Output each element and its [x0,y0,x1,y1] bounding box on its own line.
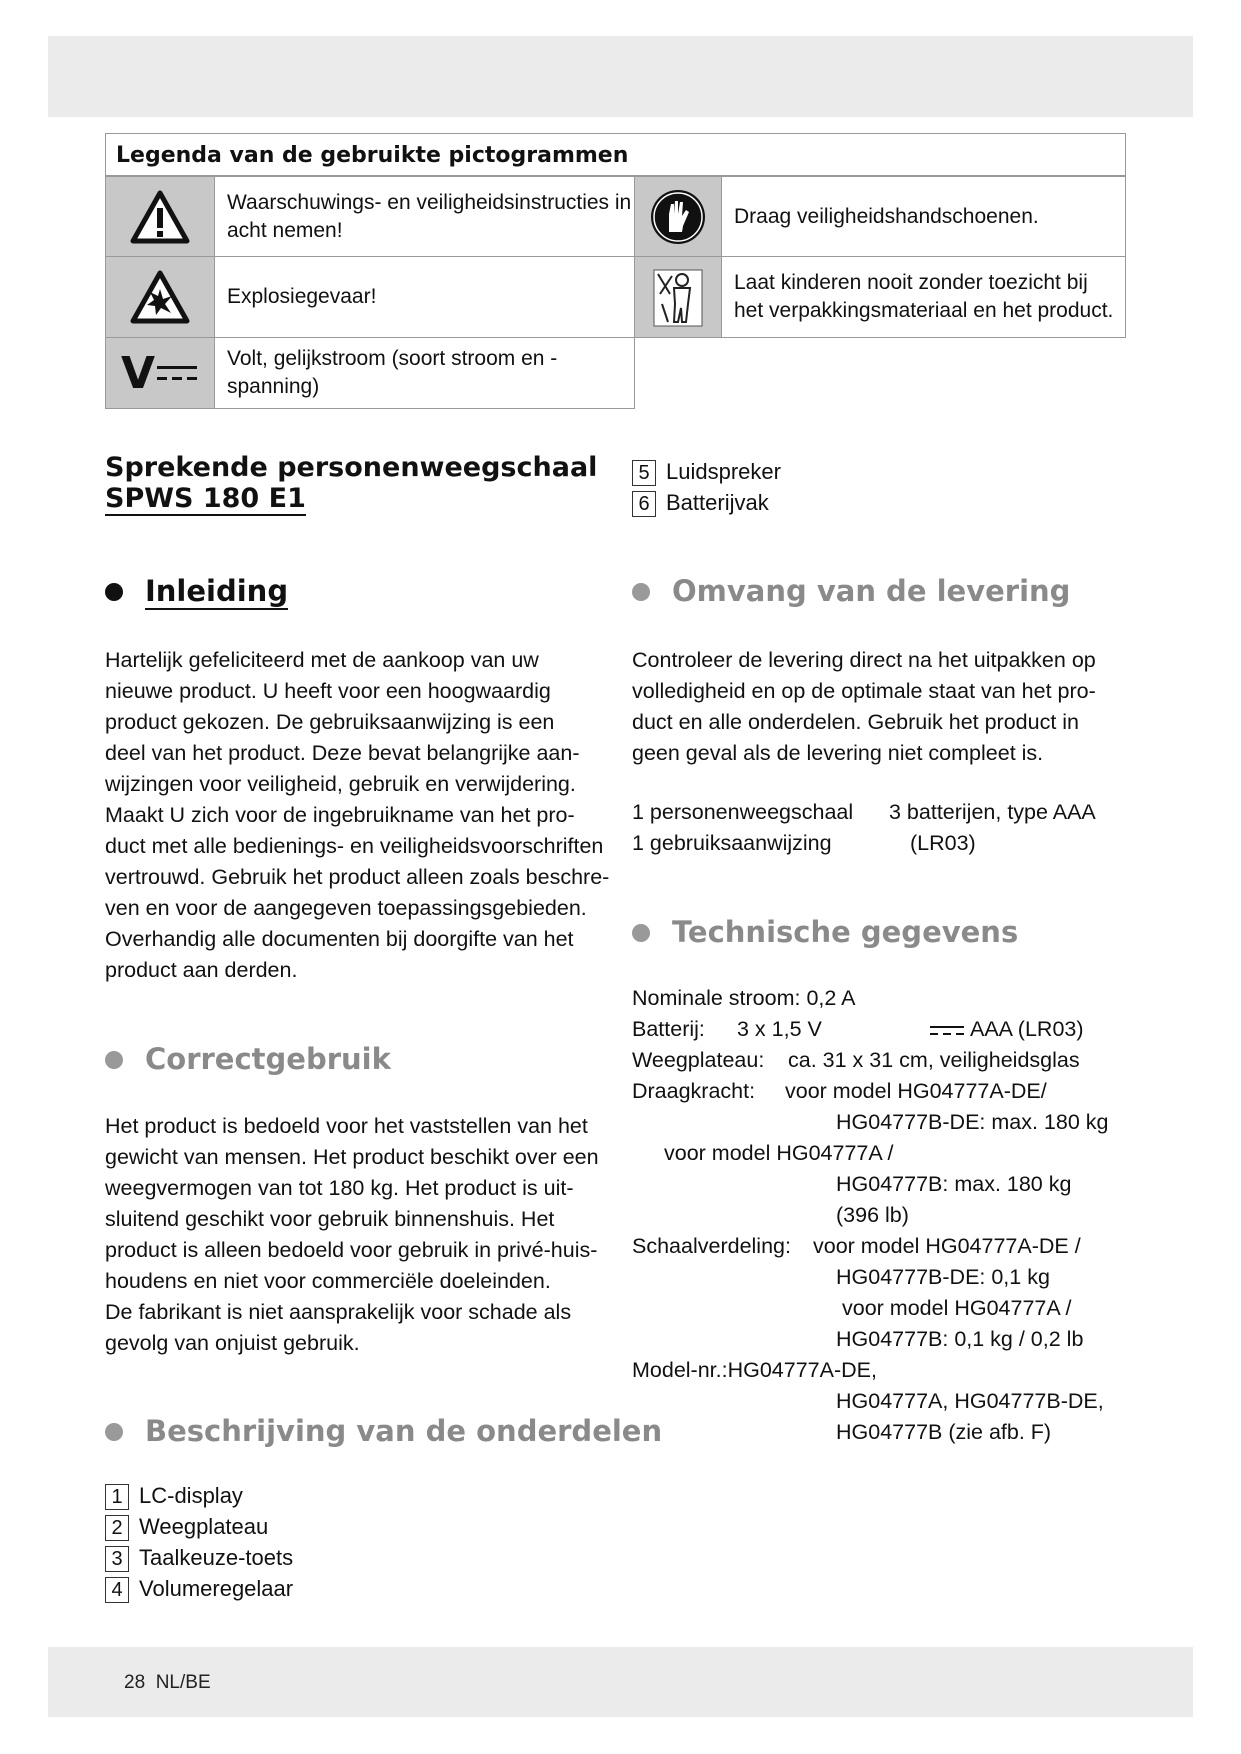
tech-scale-line: voor model HG04777A / [842,1296,1072,1320]
delivery-item: 1 personenweegschaal [632,800,854,824]
warning-triangle-icon [130,189,190,245]
bullet-icon [105,1423,123,1441]
list-item: 3 Taalkeuze-toets [105,1544,293,1572]
list-item: 5 Luidspreker [632,458,781,486]
paragraph-omvang: Controleer de levering direct na het uitpakken op volledigheid en op de optimale staat van het pro- duct en alle onderdelen. Gebruik het product in geen geval als de levering niet compleet is. [632,648,1096,765]
page-locale: NL/BE [155,1672,211,1693]
legend-text: Laat kinderen nooit zonder toezicht bij het verpakkingsmateriaal en het product. [734,271,1114,322]
list-item: 6 Batterijvak [632,489,769,517]
tech-model-line: Model-nr.:HG04777A-DE, [632,1358,877,1382]
tech-model-line: HG04777A, HG04777B-DE, [836,1389,1104,1413]
tech-capacity-line: (396 lb) [836,1203,909,1227]
tech-battery-type: AAA (LR03) [970,1017,1084,1041]
delivery-item: 3 batterijen, type AAA [889,800,1096,824]
legend-text-cell [214,256,635,338]
list-item: 4 Volumeregelaar [105,1575,293,1603]
tech-scale-label: Schaalverdeling: [632,1234,791,1258]
legend-text: Draag veiligheidshandschoenen. [734,204,1039,228]
legend-text: Explosiegevaar! [227,285,377,308]
explosion-hazard-icon [130,269,190,325]
legend-icon-cell [105,256,215,338]
paragraph-inleiding: Hartelijk gefeliciteerd met de aankoop van uw nieuwe product. U heeft voor een hoogwaardig product gekozen. De gebruiksaanwijzing is een deel van het product. Deze bevat belangrijke aan- wijzingen voor veiligheid, gebruik en verwijdering. Maakt U zich voor de ingebruikname van het pro- duct met alle bedienings- en veiligheidsvoorschriften vertrouwd. Gebruik het product alleen zoals beschre- ven en voor de aangegeven toepassingsgebieden. Overhandig alle documenten bij doorgifte van het product aan derden. [105,648,610,982]
title-line-1: Sprekende personenweegschaal [105,452,598,483]
page-footer [124,1672,211,1694]
bullet-icon [105,1051,123,1069]
legend-text-cell [721,256,1126,338]
tech-capacity-line: HG04777B: max. 180 kg [836,1172,1072,1196]
legend-text: Waarschuwings- en veiligheidsinstructies in acht nemen! [227,190,632,242]
tech-capacity-label: Draagkracht: [632,1079,756,1103]
legend-text: Volt, gelijkstroom (soort stroom en -spanning) [227,347,558,398]
tech-scale-line: HG04777B-DE: 0,1 kg [836,1265,1050,1289]
tech-plateau-value: ca. 31 x 31 cm, veiligheidsglas [788,1048,1080,1072]
list-item: 2 Weegplateau [105,1513,268,1541]
tech-scale-line: voor model HG04777A-DE / [813,1234,1081,1258]
legend-text-cell [721,176,1126,257]
tech-plateau-label: Weegplateau: [632,1048,765,1072]
safety-gloves-icon [649,188,707,246]
tech-capacity-line: HG04777B-DE: max. 180 kg [836,1110,1109,1134]
delivery-item: (LR03) [910,831,976,855]
tech-model-line: HG04777B (zie afb. F) [836,1420,1052,1444]
tech-nominal: Nominale stroom: 0,2 A [632,986,856,1010]
page-number: 28 [124,1672,146,1693]
tech-battery-value: 3 x 1,5 V [737,1017,822,1041]
tech-capacity-line: voor model HG04777A / [664,1141,894,1165]
bullet-icon [632,583,650,601]
tech-capacity-line: voor model HG04777A-DE/ [785,1079,1047,1103]
bullet-icon [105,583,123,601]
title-line-2: SPWS 180 E1 [105,483,306,514]
legend-title: Legenda van de gebruikte pictogrammen [105,133,1126,176]
list-item: 1 LC-display [105,1482,243,1510]
legend-icon-cell [105,176,215,257]
volt-dc-icon: V [121,348,199,399]
bullet-icon [632,924,650,942]
child-warning-icon [648,264,708,330]
tech-battery-label: Batterij: [632,1017,705,1041]
legend-text-cell [214,176,635,257]
document-title [105,452,597,516]
legend-text-cell [214,337,635,409]
tech-scale-line: HG04777B: 0,1 kg / 0,2 lb [836,1327,1084,1351]
header-band [48,36,1193,117]
footer-band [48,1647,1193,1717]
legend-icon-cell [105,337,215,409]
legend-icon-cell [634,176,722,257]
dc-symbol-icon [930,1024,964,1038]
delivery-item: 1 gebruiksaanwijzing [632,831,832,855]
legend-icon-cell [634,256,722,338]
paragraph-correct: Het product is bedoeld voor het vaststellen van het gewicht van mensen. Het product beschikt over een weegvermogen van tot 180 kg. Het product is uit- sluitend geschikt voor gebruik binnenshuis. Het product is alleen bedoeld voor gebruik in privé-huis- houdens en niet voor commerciële doeleinden. De fabrikant is niet aansprakelijk voor schade als gevolg van onjuist gebruik. [105,1114,599,1355]
